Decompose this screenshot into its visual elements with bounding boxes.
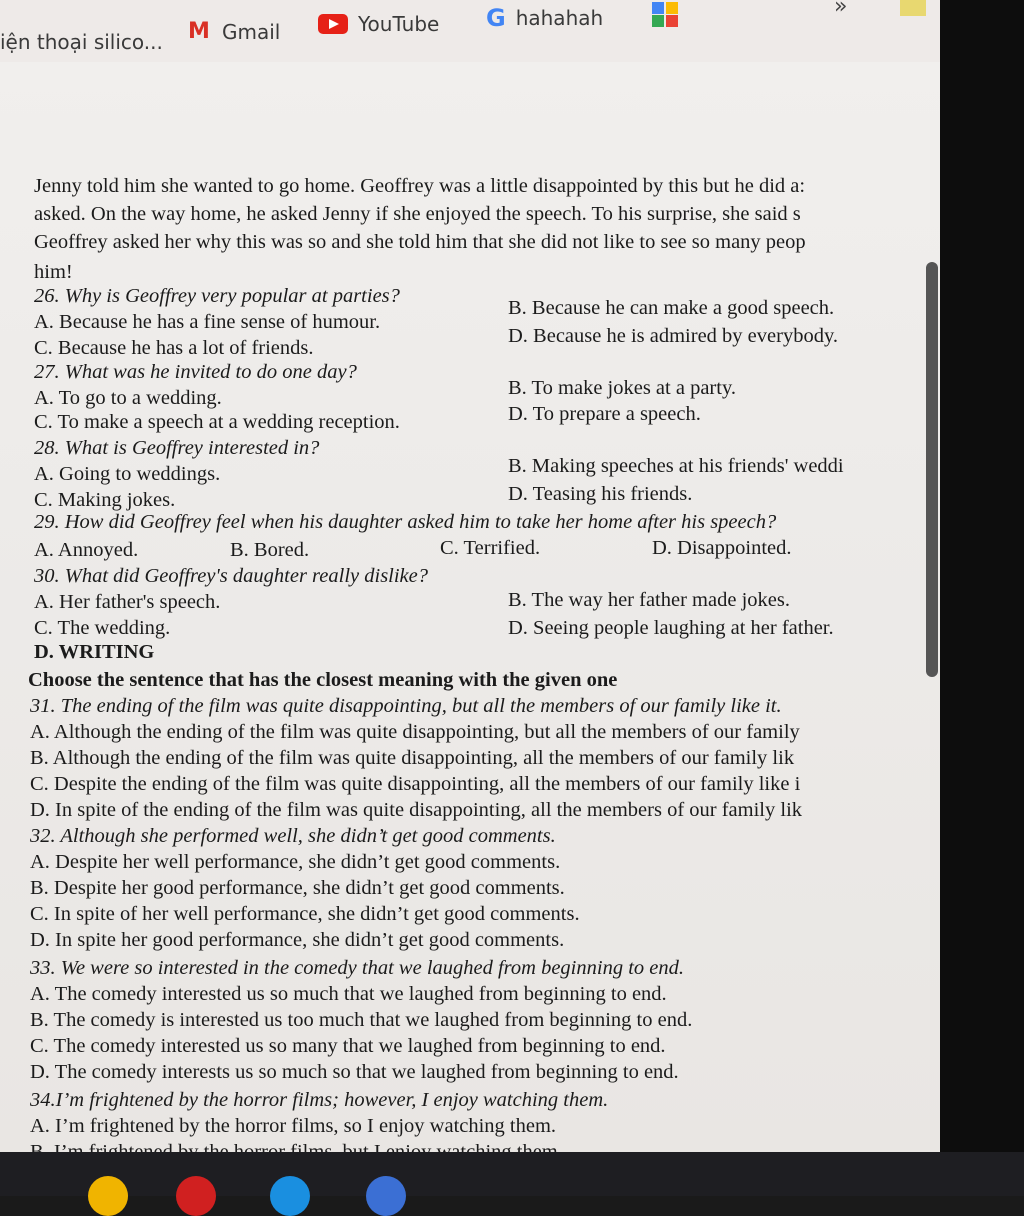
section-heading: D. WRITING	[34, 641, 155, 663]
bookmark-gmail[interactable]	[186, 20, 280, 44]
option-29b: B. Bored.	[230, 539, 310, 561]
worksheet-page	[0, 62, 940, 1152]
option-29c: C. Terrified.	[440, 537, 541, 559]
option-27a: A. To go to a wedding.	[34, 387, 222, 409]
option-33a: A. The comedy interested us so much that we laughed from beginning to end.	[30, 983, 667, 1005]
option-31a: A. Although the ending of the film was quite disappointing, but all the members of our family	[30, 721, 800, 743]
bookmark-phone[interactable]	[0, 30, 163, 54]
option-28a: A. Going to weddings.	[34, 463, 221, 485]
bookmark-label: hahahah	[515, 6, 604, 30]
passage-line: Geoffrey asked her why this was so and she told him that she did not like to see so many peop	[34, 231, 806, 253]
option-27d: D. To prepare a speech.	[508, 403, 701, 425]
option-26b: B. Because he can make a good speech.	[508, 297, 835, 319]
option-33b: B. The comedy is interested us too much that we laughed from beginning to end.	[30, 1009, 693, 1031]
option-30b: B. The way her father made jokes.	[508, 589, 790, 611]
question-31: 31. The ending of the film was quite disappointing, but all the members of our family like it.	[30, 695, 782, 717]
option-32b: B. Despite her good performance, she didn’t get good comments.	[30, 877, 565, 899]
option-28b: B. Making speeches at his friends' weddi	[508, 455, 844, 477]
extension-icon	[652, 2, 682, 28]
question-33: 33. We were so interested in the comedy that we laughed from beginning to end.	[30, 957, 684, 979]
question-27: 27. What was he invited to do one day?	[34, 361, 357, 383]
option-33d: D. The comedy interests us so much so that we laughed from beginning to end.	[30, 1061, 679, 1083]
gmail-icon: M	[188, 19, 210, 44]
bookmark-google[interactable]	[486, 4, 603, 32]
option-31c: C. Despite the ending of the film was quite disappointing, all the members of our family like i	[30, 773, 801, 795]
passage-line: him!	[34, 261, 73, 283]
google-icon: G	[486, 4, 506, 32]
bookmarks-bar	[0, 0, 940, 63]
section-instruction: Choose the sentence that has the closest meaning with the given one	[28, 669, 618, 691]
option-31d: D. In spite of the ending of the film was quite disappointing, all the members of our family lik	[30, 799, 803, 821]
option-27b: B. To make jokes at a party.	[508, 377, 736, 399]
option-30d: D. Seeing people laughing at her father.	[508, 617, 834, 639]
chrome-icon[interactable]	[88, 1176, 128, 1216]
extension-badge	[900, 0, 926, 16]
option-32d: D. In spite her good performance, she didn’t get good comments.	[30, 929, 565, 951]
question-34: 34.I’m frightened by the horror films; however, I enjoy watching them.	[30, 1089, 609, 1111]
question-29: 29. How did Geoffrey feel when his daughter asked him to take her home after his speech?	[34, 511, 777, 533]
bookmark-label: Gmail	[222, 20, 281, 44]
option-26d: D. Because he is admired by everybody.	[508, 325, 838, 347]
option-31b: B. Although the ending of the film was quite disappointing, all the members of our family lik	[30, 747, 795, 769]
question-30: 30. What did Geoffrey's daughter really dislike?	[34, 565, 429, 587]
option-32c: C. In spite of her well performance, she didn’t get good comments.	[30, 903, 580, 925]
scrollbar[interactable]	[926, 262, 938, 677]
option-34a: A. I’m frightened by the horror films, so I enjoy watching them.	[30, 1115, 557, 1137]
app-icon[interactable]	[270, 1176, 310, 1216]
option-26a: A. Because he has a fine sense of humour.	[34, 311, 381, 333]
question-26: 26. Why is Geoffrey very popular at parties?	[34, 285, 400, 307]
screen-edge	[940, 0, 1024, 1152]
option-32a: A. Despite her well performance, she didn’t get good comments.	[30, 851, 561, 873]
option-30c: C. The wedding.	[34, 617, 171, 639]
passage-line: asked. On the way home, he asked Jenny if she enjoyed the speech. To his surprise, she said s	[34, 203, 801, 225]
option-26c: C. Because he has a lot of friends.	[34, 337, 314, 359]
option-33c: C. The comedy interested us so many that we laughed from beginning to end.	[30, 1035, 666, 1057]
option-28c: C. Making jokes.	[34, 489, 176, 511]
option-30a: A. Her father's speech.	[34, 591, 221, 613]
bookmark-label: iện thoại silico...	[0, 30, 163, 54]
option-28d: D. Teasing his friends.	[508, 483, 693, 505]
bookmark-label: YouTube	[358, 12, 440, 36]
taskbar	[0, 1152, 1024, 1196]
bookmark-youtube[interactable]	[318, 12, 439, 36]
youtube-icon	[318, 14, 348, 34]
option-29d: D. Disappointed.	[652, 537, 792, 559]
question-28: 28. What is Geoffrey interested in?	[34, 437, 320, 459]
app-icon[interactable]	[176, 1176, 216, 1216]
bookmark-extension[interactable]	[652, 2, 682, 28]
option-29a: A. Annoyed.	[34, 539, 139, 561]
app-icon[interactable]	[366, 1176, 406, 1216]
option-27c: C. To make a speech at a wedding reception.	[34, 411, 400, 433]
bookmarks-overflow-button[interactable]: »	[834, 0, 848, 19]
question-32: 32. Although she performed well, she didn’t get good comments.	[30, 825, 556, 847]
passage-line: Jenny told him she wanted to go home. Geoffrey was a little disappointed by this but he did a:	[34, 175, 806, 197]
